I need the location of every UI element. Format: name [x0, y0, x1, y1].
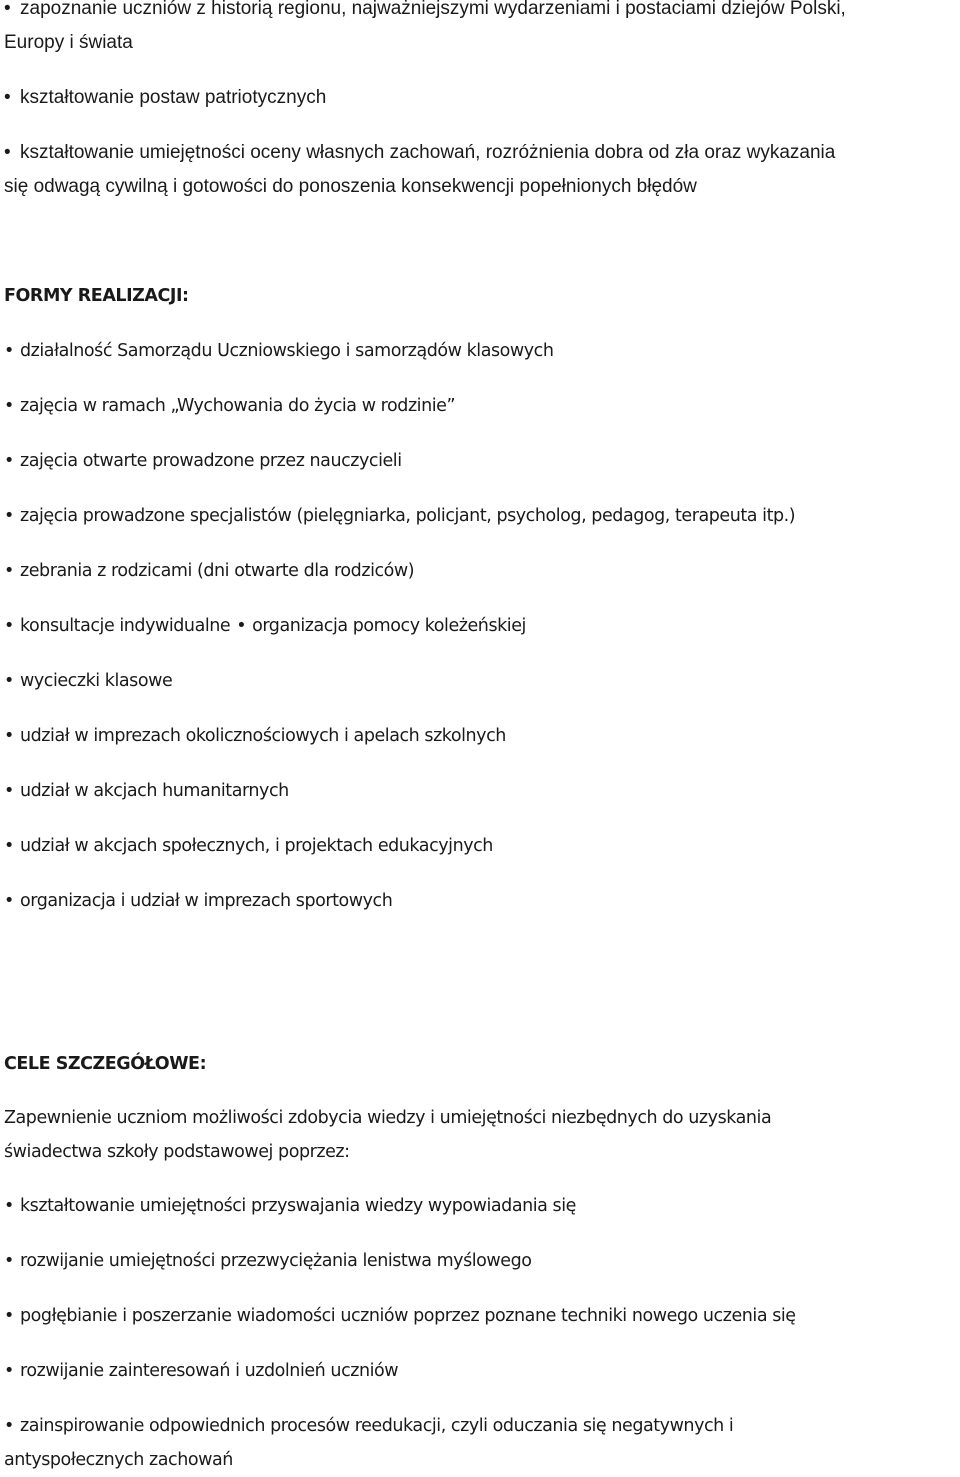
list-item: [4, 829, 954, 884]
list-item: [4, 719, 954, 774]
list-item: [4, 1244, 954, 1299]
bullet-icon: •: [4, 396, 14, 416]
list-item-text: zajęcia w ramach „Wychowania do życia w rodzinie”: [20, 396, 456, 416]
list-item: [4, 444, 954, 499]
list-item-continuation: Europy i świata: [4, 32, 133, 53]
list-item-text: rozwijanie zainteresowań i uzdolnień uczniów: [20, 1361, 399, 1381]
list-item-text: zainspirowanie odpowiednich procesów reedukacji, czyli oduczania się negatywnych i: [20, 1416, 734, 1436]
list-item-text: kształtowanie umiejętności przyswajania wiedzy wypowiadania się: [20, 1196, 576, 1216]
list-item-text: zajęcia prowadzone specjalistów (pielęgniarka, policjant, psycholog, pedagog, terapeuta itp.): [20, 506, 796, 526]
goals-intro-line: świadectwa szkoły podstawowej poprzez:: [4, 1142, 350, 1162]
list-item: [4, 389, 954, 444]
list-item-text: rozwijanie umiejętności przezwyciężania lenistwa myślowego: [20, 1251, 532, 1271]
list-item: [4, 1189, 954, 1244]
list-item: [4, 136, 954, 204]
bullet-icon: •: [236, 616, 247, 636]
list-item-text: wycieczki klasowe: [20, 671, 173, 691]
bullet-icon: •: [4, 1251, 14, 1271]
list-item-text: udział w akcjach humanitarnych: [20, 781, 289, 801]
bullet-icon: •: [4, 0, 11, 19]
bullet-icon: •: [4, 726, 14, 746]
bullet-icon: •: [4, 1416, 14, 1436]
section-heading-goals: CELE SZCZEGÓŁOWE:: [4, 1054, 207, 1074]
list-item-text: zajęcia otwarte prowadzone przez nauczycieli: [20, 451, 402, 471]
list-item: [4, 81, 954, 115]
intro-list: [4, 0, 954, 60]
list-item-text: udział w akcjach społecznych, i projektach edukacyjnych: [20, 836, 493, 856]
list-item: [4, 664, 954, 719]
bullet-icon: •: [4, 671, 14, 691]
bullet-icon: •: [4, 616, 14, 636]
bullet-icon: •: [4, 451, 14, 471]
forms-list: [4, 334, 954, 939]
bullet-icon: •: [4, 506, 14, 526]
bullet-icon: •: [4, 1361, 14, 1381]
list-item-text: organizacja pomocy koleżeńskiej: [252, 616, 526, 636]
bullet-icon: •: [4, 341, 14, 361]
bullet-icon: •: [4, 1306, 14, 1326]
list-item-text: zapoznanie uczniów z historią regionu, najważniejszymi wydarzeniami i postaciami dziejów Polski,: [20, 0, 846, 19]
list-item-text: pogłębianie i poszerzanie wiadomości uczniów poprzez poznane techniki nowego uczenia się: [20, 1306, 796, 1326]
section-heading-forms: FORMY REALIZACJI:: [4, 286, 189, 306]
list-item: [4, 0, 954, 26]
list-item-text: kształtowanie umiejętności oceny własnych zachowań, rozróżnienia dobra od zła oraz wykazania: [20, 142, 836, 163]
goals-intro-line: Zapewnienie uczniom możliwości zdobycia wiedzy i umiejętności niezbędnych do uzyskania: [4, 1108, 772, 1128]
bullet-icon: •: [4, 836, 14, 856]
bullet-icon: •: [4, 891, 14, 911]
list-item-text: zebrania z rodzicami (dni otwarte dla rodziców): [20, 561, 415, 581]
list-item-text: udział w imprezach okolicznościowych i apelach szkolnych: [20, 726, 506, 746]
list-item: [4, 884, 954, 939]
bullet-icon: •: [4, 781, 14, 801]
list-item-continuation: antyspołecznych zachowań: [4, 1450, 233, 1470]
list-item-text: kształtowanie postaw patriotycznych: [20, 87, 327, 108]
list-item-text: organizacja i udział w imprezach sportowych: [20, 891, 393, 911]
list-item: [4, 609, 954, 664]
list-item: [4, 1409, 954, 1477]
goals-intro: [4, 1101, 954, 1169]
bullet-icon: •: [4, 561, 14, 581]
list-item: [4, 1299, 954, 1354]
list-item-text: działalność Samorządu Uczniowskiego i samorządów klasowych: [20, 341, 554, 361]
goals-list: [4, 1189, 954, 1477]
list-item: [4, 1354, 954, 1409]
list-item: [4, 774, 954, 829]
list-item-continuation: się odwagą cywilną i gotowości do ponoszenia konsekwencji popełnionych błędów: [4, 176, 697, 197]
bullet-icon: •: [4, 1196, 14, 1216]
bullet-icon: •: [4, 142, 11, 163]
list-item: [4, 554, 954, 609]
list-item: [4, 334, 954, 389]
list-item: [4, 499, 954, 554]
list-item-text: konsultacje indywidualne: [20, 616, 231, 636]
bullet-icon: •: [4, 87, 11, 108]
